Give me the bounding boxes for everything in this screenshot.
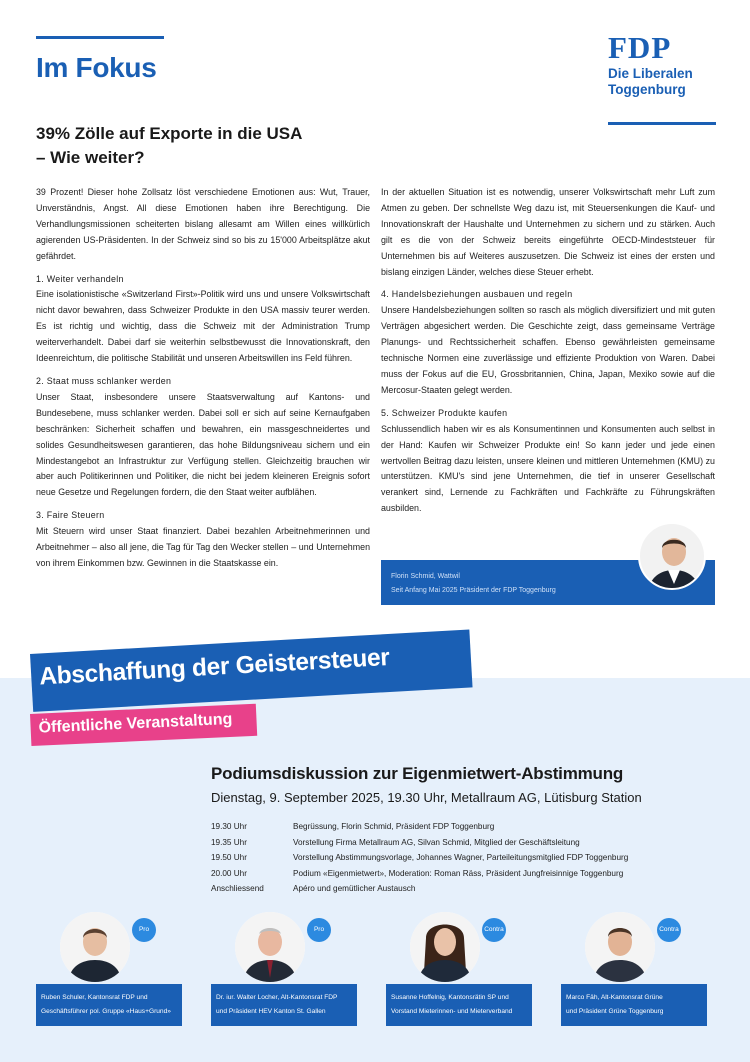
person-silhouette-icon — [60, 912, 130, 982]
author-role: Seit Anfang Mai 2025 Präsident der FDP Toggenburg — [391, 587, 556, 594]
section-heading: 4. Handelsbeziehungen ausbauen und regeln — [381, 289, 573, 300]
schedule-time: 19.50 Uhr — [211, 853, 247, 862]
schedule-row — [211, 822, 711, 838]
person-silhouette-icon — [410, 912, 480, 982]
panelist-card — [561, 912, 707, 1026]
panelist-portrait — [235, 912, 305, 982]
panelist-caption — [211, 984, 357, 1026]
fdp-logo — [608, 30, 716, 98]
panelist-line-2: Vorstand Mieterinnen- und Mieterverband — [391, 1008, 513, 1015]
paragraph: Schlussendlich haben wir es als Konsumentinnen und Konsumenten auch selbst in der Hand: Kaufen wir Schweizer Produkte ein! So kann jeder und jede einen wertvollen Beitrag dazu leisten, unsere kleinen und mittleren Unternehmen (KMU) zu unterstützen. KMU's sind jene Unternehmen, die tief in unserer Gesellschaft verankert sind, Lernende zu Fachkräften und Fachkräfte zu Führungskräften ausbilden. — [381, 423, 715, 514]
contra-badge: Contra — [482, 918, 506, 942]
schedule-time: 20.00 Uhr — [211, 868, 247, 878]
logo-rule — [608, 122, 716, 125]
panelist-line-2: und Präsident HEV Kanton St. Gallen — [216, 1008, 326, 1015]
event-schedule — [211, 822, 711, 900]
paragraph: In der aktuellen Situation ist es notwendig, unserer Volkswirtschaft mehr Luft zum Atmen zu geben. Der schnellste Weg dazu ist, mit Steuersenkungen die Kauf- und Innovationskraft der Haushalte und Unternehmen zu sichern und zu stärken. Auch gilt es die von der Schweiz bereits eingeführte OECD-Mindeststeuer für Unternehmen bis auf Weiteres auszusetzen. Die Schweiz ist eines der ersten und bislang einzigen Länder, welches diese Steuer erhebt. — [381, 187, 715, 277]
paragraph: Eine isolationistische «Switzerland First»-Politik wird uns und unsere Volkswirtschaft nicht davor bewahren, dass Schweizer Produkte in den USA massiv teurer werden. Es ist richtig und wichtig, dass die Schweiz mit der Administration Trump weiterverhandelt. Dabei darf sie weiterhin selbstbewusst die Innovationskraft, den Ideenreichtum, die politische Stabilität und unseren Arbeitswillen ins Feld führen. — [36, 289, 370, 364]
panelist-card — [36, 912, 182, 1026]
schedule-item: Apéro und gemütlicher Austausch — [293, 884, 416, 893]
logo-line-1: Die Liberalen — [608, 66, 693, 81]
paragraph: 39 Prozent! Dieser hohe Zollsatz löst verschiedene Emotionen aus: Wut, Trauer, Unverständnis, Angst. All diese Emotionen haben ihre Berechtigung. Die Verhandlungsmissionen scheiterten bislang allesamt am Willen eines willkürlich agierenden US-Präsidenten. In der Schweiz sind so bis zu 15'000 Arbeitsplätze akut gefährdet. — [36, 187, 370, 261]
panelist-caption — [561, 984, 707, 1026]
headline-line-2: – Wie weiter? — [36, 148, 145, 167]
article-column-left — [36, 185, 370, 579]
article-column-right — [381, 185, 715, 524]
schedule-row — [211, 869, 711, 885]
author-name: Florin Schmid, Wattwil — [391, 573, 460, 580]
panelist-line-1: Dr. iur. Walter Locher, Alt-Kantonsrat FDP — [216, 994, 338, 1001]
pro-badge: Pro — [307, 918, 331, 942]
pro-badge: Pro — [132, 918, 156, 942]
top-rule — [36, 36, 164, 39]
panelist-portrait — [60, 912, 130, 982]
event-banner-title: Abschaffung der Geistersteuer — [38, 643, 391, 691]
schedule-time: 19.35 Uhr — [211, 837, 247, 847]
panelist-portrait — [585, 912, 655, 982]
person-silhouette-icon — [235, 912, 305, 982]
section-heading: 1. Weiter verhandeln — [36, 273, 124, 284]
panelist-caption — [386, 984, 532, 1026]
panelist-line-2: und Präsident Grüne Toggenburg — [566, 1008, 664, 1015]
paragraph: Unsere Handelsbeziehungen sollten so rasch als möglich diversifiziert und mit guten Verträgen abgesichert werden. Die Geschichte zeigt, dass gemeinsame Verträge Planungs- und Rechtssicherheit schaffen. Ebenso gewährleisten gemeinsame technische Normen eine zuverlässige und effiziente Produktion von Waren. Dabei muss der Fokus auf die EU, Grossbritannien, China, Japan, Mexiko sowie auf die Mercosur-Staaten gelegt werden. — [381, 305, 715, 395]
section-heading: 5. Schweizer Produkte kaufen — [381, 407, 508, 418]
schedule-item: Podium «Eigenmietwert», Moderation: Roman Räss, Präsident Jungfreisinnige Toggenburg — [293, 868, 624, 878]
section-heading: 3. Faire Steuern — [36, 510, 105, 521]
schedule-item: Vorstellung Abstimmungsvorlage, Johannes Wagner, Parteileitungsmitglied FDP Toggenburg — [293, 853, 629, 862]
event-datetime: Dienstag, 9. September 2025, 19.30 Uhr, Metallraum AG, Lütisburg Station — [211, 790, 642, 805]
panelist-line-1: Ruben Schuler, Kantonsrat FDP und — [41, 994, 148, 1001]
panelist-line-1: Susanne Hoffelnig, Kantonsrätin SP und — [391, 994, 509, 1001]
schedule-item: Begrüssung, Florin Schmid, Präsident FDP Toggenburg — [293, 822, 495, 831]
section-heading: 2. Staat muss schlanker werden — [36, 375, 172, 386]
schedule-row — [211, 838, 711, 854]
article-headline — [36, 122, 366, 170]
schedule-time: 19.30 Uhr — [211, 822, 247, 831]
event-title: Podiumsdiskussion zur Eigenmietwert-Abstimmung — [211, 764, 624, 783]
logo-line-2: Toggenburg — [608, 82, 686, 97]
event-tag-label: Öffentliche Veranstaltung — [38, 710, 233, 737]
paragraph: Mit Steuern wird unser Staat finanziert. Dabei bezahlen Arbeitnehmerinnen und Arbeitnehmer – also all jene, die Tag für Tag den Wecker stellen – und Unternehmen von ihrem Einkommen bzw. Gewinnen in die Staatskasse ein. — [36, 526, 370, 568]
logo-wordmark: FDP — [608, 30, 672, 65]
headline-line-1: 39% Zölle auf Exporte in die USA — [36, 124, 303, 143]
section-title: Im Fokus — [36, 52, 157, 83]
schedule-item: Vorstellung Firma Metallraum AG, Silvan Schmid, Mitglied der Geschäftsleitung — [293, 837, 580, 847]
paragraph: Unser Staat, insbesondere unsere Staatsverwaltung auf Kantons- und Bundesebene, muss schlanker werden. Dabei soll er sich auf seine Kernaufgaben beschränken: Sicherheit schaffen und bewahren, ein massgeschneidertes und solides Gesundheitswesen garantieren, das hohe Bildungsniveau sichern und ein Mindestangebot an Infrastruktur zur Verfügung stellen. Gleichzeitig brauchen wir aber auch Politikerinnen und Politiker, die nicht bei jedem kleineren Ereignis sofort neue Gesetze und Regelungen fordern, die den Staat weiter aufblähen. — [36, 391, 370, 498]
schedule-time: Anschliessend — [211, 884, 264, 893]
panelist-card — [386, 912, 532, 1026]
panelist-line-1: Marco Fäh, Alt-Kantonsrat Grüne — [566, 994, 663, 1001]
contra-badge: Contra — [657, 918, 681, 942]
panelist-caption — [36, 984, 182, 1026]
panelist-portrait — [410, 912, 480, 982]
schedule-row — [211, 884, 711, 900]
author-portrait — [638, 522, 706, 590]
panelist-card — [211, 912, 357, 1026]
schedule-row — [211, 853, 711, 869]
panelist-line-2: Geschäftsführer pol. Gruppe «Haus+Grund» — [41, 1008, 171, 1015]
person-silhouette-icon — [585, 912, 655, 982]
